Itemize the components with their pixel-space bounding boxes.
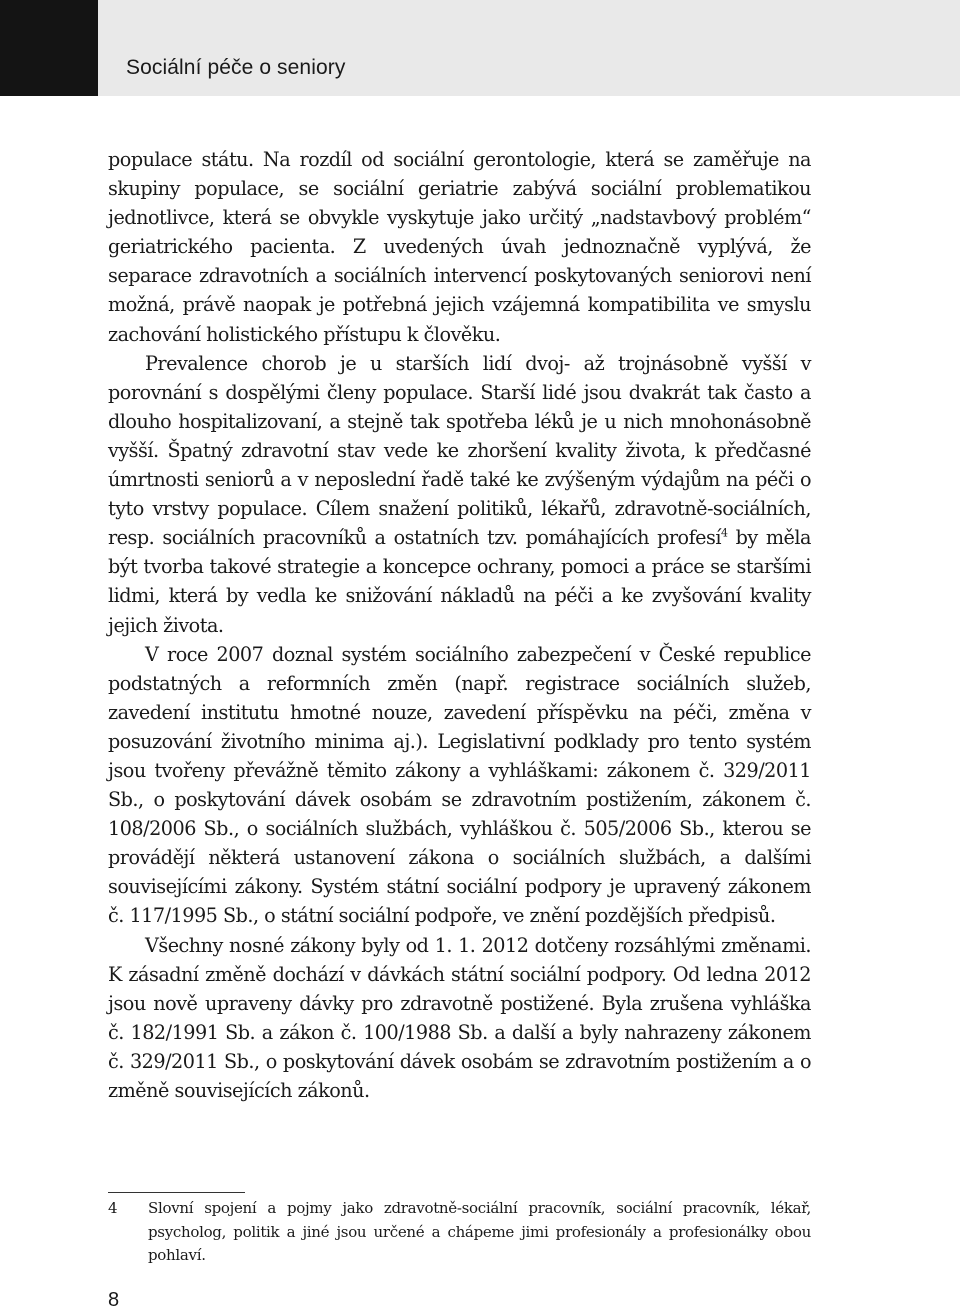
footnote-number: 4 bbox=[108, 1199, 118, 1217]
footnote bbox=[108, 1197, 811, 1268]
paragraph-text: Prevalence chorob je u starších lidí dvoj- až trojnásobně vyšší v porovnání s dospělými členy populace. Starší lidé jsou dvakrát tak často a dlouho hospitalizovaní, a stejně tak spotřeba léků je u nich mnohonásobně vyšší. Špatný zdravotní stav vede ke zhoršení kvality života, k předčasné úmrtnosti seniorů a v neposlední řadě také ke zvýšeným výdajům na péči o tyto vrstvy populace. Cílem snažení politiků, lékařů, zdravotně-sociálních, resp. sociálních pracovníků a ostatních tzv. pomáhajících profesí bbox=[108, 351, 811, 550]
paragraph bbox=[108, 931, 811, 1106]
paragraph bbox=[108, 349, 811, 640]
main-text bbox=[108, 145, 811, 1105]
paragraph-text: V roce 2007 doznal systém sociálního zabezpečení v České republice podstatných a reformních změn (např. registrace sociálních služeb, zavedení institutu hmotné nouze, zavedení příspěvku na péči, změna v posuzování životního minima aj.). Legislativní podklady pro tento systém jsou tvořeny převážně těmito zákony a vyhláškami: zákonem č. 329/2011 Sb., o poskytování dávek osobám se zdravotním postižením, zákonem č. 108/2006 Sb., o sociálních službách, vyhláškou č. 505/2006 Sb., kterou se provádějí některá ustanovení zákona o sociálních službách, a dalšími souvisejícími zákony. Systém státní sociální podpory je upravený zákonem č. 117/1995 Sb., o státní sociální podpoře, ve znění pozdějších předpisů. bbox=[108, 642, 811, 928]
footnote-divider bbox=[108, 1192, 245, 1193]
paragraph-text-continued: by měla být tvorba takové strategie a koncepce ochrany, pomoci a práce se staršími lidmi, která by vedla ke snižování nákladů na péči a ke zvyšování kvality jejich života. bbox=[108, 526, 811, 637]
paragraph-text: populace státu. Na rozdíl od sociální gerontologie, která se zaměřuje na skupiny populace, se sociální geriatrie zabývá sociální problematikou jednotlivce, která se obvykle vyskytuje jako určitý „nadstavbový problém“ geriatrického pacienta. Z uvedených úvah jednoznačně vyplývá, že separace zdravotních a sociálních intervencí poskytovaných seniorovi není možná, právě naopak je potřebná jejich vzájemná kompatibilita ve smyslu zachování holistického přístupu k člověku. bbox=[108, 148, 811, 346]
footnote-reference: 4 bbox=[721, 526, 728, 540]
paragraph bbox=[108, 640, 811, 931]
footnote-text: Slovní spojení a pojmy jako zdravotně-sociální pracovník, sociální pracovník, lékař, psycholog, politik a jiné jsou určené a chápeme jimi profesionály a profesionálky obou pohlaví. bbox=[148, 1199, 811, 1264]
running-header-title: Sociální péče o seniory bbox=[126, 56, 346, 79]
paragraph-text: Všechny nosné zákony byly od 1. 1. 2012 dotčeny rozsáhlými změnami. K zásadní změně dochází v dávkách státní sociální podpory. Od ledna 2012 jsou nově upraveny dávky pro zdravotně postižené. Byla zrušena vyhláška č. 182/1991 Sb. a zákon č. 100/1988 Sb. a další a byly nahrazeny zákonem č. 329/2011 Sb., o poskytování dávek osobám se zdravotním postižením a o změně souvisejících zákonů. bbox=[108, 933, 811, 1102]
header-band bbox=[98, 0, 960, 96]
page-number: 8 bbox=[108, 1289, 120, 1311]
paragraph bbox=[108, 145, 811, 349]
header-black-block bbox=[0, 0, 98, 96]
